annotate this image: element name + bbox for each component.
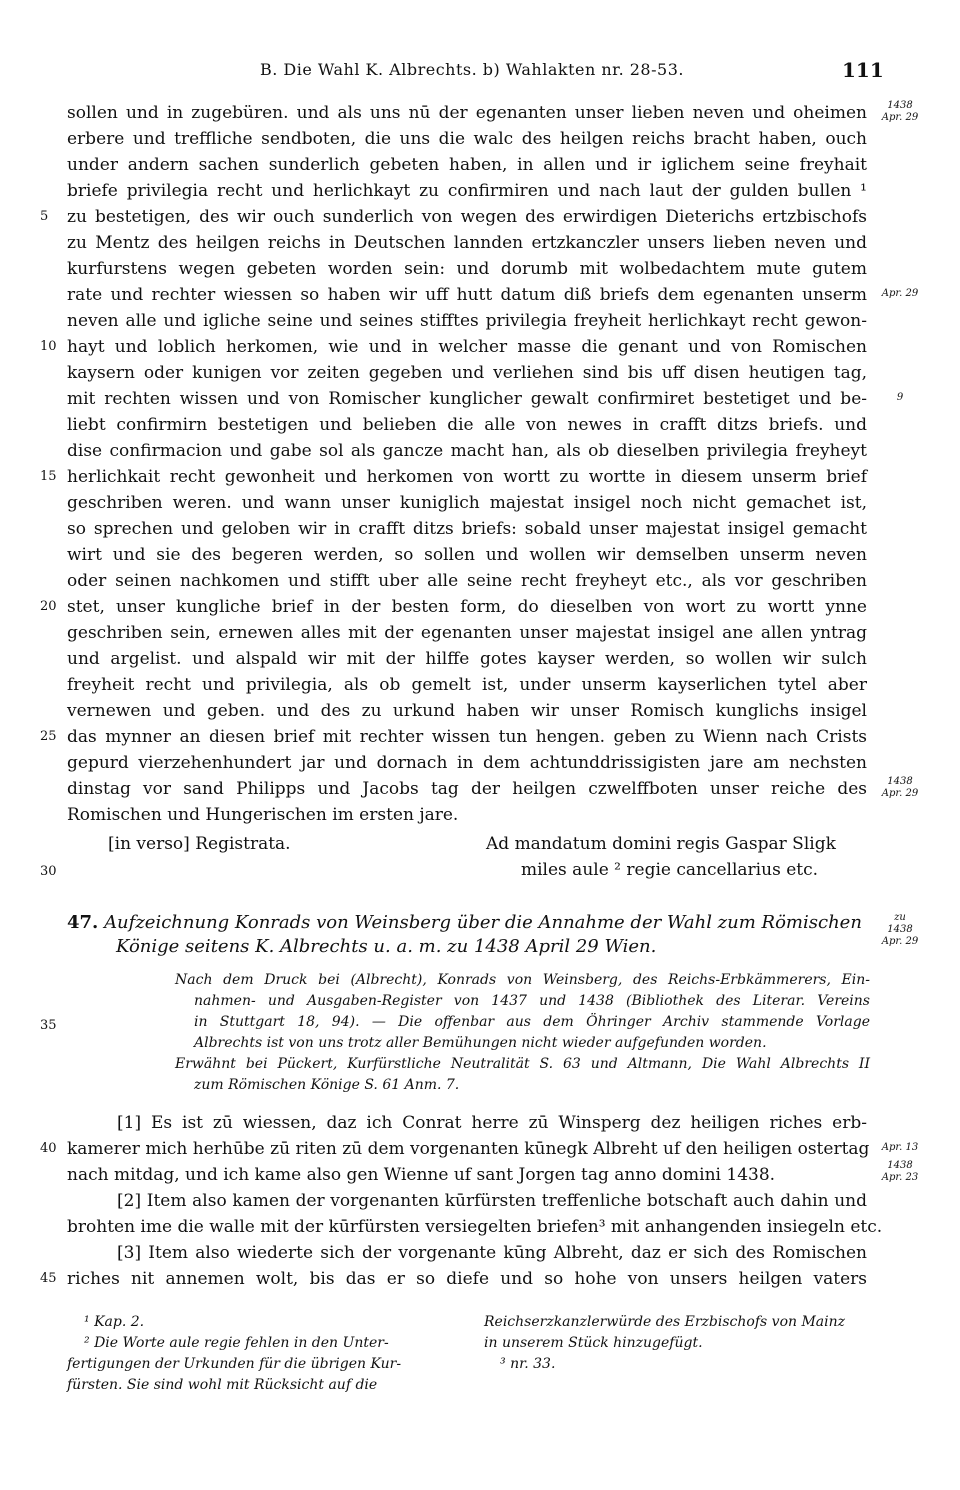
footnote: fertigungen der Urkunden für die übrigen Kur- bbox=[67, 1356, 402, 1372]
footnote: ¹ Kap. 2. bbox=[84, 1314, 145, 1330]
body-line: freyheit recht und privilegia, als ob gemelt ist, under unserm kayserlichen tytel aber bbox=[67, 675, 867, 695]
body-line: under andern sachen sunderlich gebeten haben, in allen und ir iglichem seine freyhait bbox=[67, 155, 867, 175]
body-line: das mynner an diesen brief mit rechter wissen tun hengen. geben zu Wienn nach Crists bbox=[67, 727, 867, 747]
body-line: briefe privilegia recht und herlichkayt zu confirmiren und nach laut der gulden bullen ¹ bbox=[67, 181, 867, 201]
body-line: oder seinen nachkomen und stifft uber alle seine recht freyheyt etc., als vor geschriben bbox=[67, 571, 867, 591]
body-line: erbere und treffliche sendboten, die uns die walc des heilgen reichs bracht haben, ouch bbox=[67, 129, 867, 149]
line-number: 10 bbox=[40, 339, 57, 354]
body-line: [3] Item also wiederte sich der vorgenante kūng Albreht, daz er sich des Romischen bbox=[117, 1243, 867, 1263]
body-line: liebt confirmirn bestetigen und belieben die alle von newes in crafft ditzs briefs. und bbox=[67, 415, 867, 435]
verso-note: [in verso] Registrata. bbox=[108, 834, 291, 854]
line-number: 25 bbox=[40, 729, 57, 744]
body-line: kurfurstens wegen gebeten worden sein: und dorumb mit wolbedachtem mute gutem bbox=[67, 259, 867, 279]
body-line: kaysern oder kunigen vor zeiten gegeben und verliehen sind bis uff disen heutigen tag, bbox=[67, 363, 867, 383]
margin-date: Apr. 29 bbox=[881, 288, 919, 299]
signature-line: miles aule ² regie cancellarius etc. bbox=[521, 860, 819, 880]
line-number: 35 bbox=[40, 1018, 57, 1033]
body-line: mit rechten wissen und von Romischer kunglicher gewalt confirmiret bestetiget und be- bbox=[67, 389, 867, 409]
footnote: ³ nr. 33. bbox=[500, 1356, 556, 1372]
line-number: 20 bbox=[40, 599, 57, 614]
body-line: vernewen und geben. und des zu urkund haben wir unser Romisch kunglichs insigel bbox=[67, 701, 867, 721]
body-line: geschriben weren. und wann unser kuniglich majestat insigel noch nicht gemachet ist, bbox=[67, 493, 867, 513]
body-line: dinstag vor sand Philipps und Jacobs tag der heilgen czwelffboten unser reiche des bbox=[67, 779, 867, 799]
document-heading bbox=[67, 912, 862, 933]
body-line: brohten ime die walle mit der kūrfürsten versiegelten briefen³ mit anhangenden insiegeln etc. bbox=[67, 1217, 883, 1237]
body-line: gepurd vierzehenhundert jar und dornach in dem achtunddrissigisten jare am nechsten bbox=[67, 753, 867, 773]
running-head: B. Die Wahl K. Albrechts. b) Wahlakten nr. 28-53. bbox=[260, 60, 684, 79]
editorial-note: in Stuttgart 18, 94). — Die offenbar aus dem Öhringer Archiv stammende Vorlage bbox=[194, 1014, 870, 1030]
body-line: und argelist. und alspald wir mit der hilffe gotes kayser werden, so wollen wir sulch bbox=[67, 649, 867, 669]
body-line: kamerer mich herhūbe zū riten zū dem vorgenanten kūnegk Albreht uf den heiligen ostertag bbox=[67, 1139, 870, 1159]
body-line: neven alle und igliche seine und seines stifftes privilegia freyheit herlichkayt recht gewon- bbox=[67, 311, 867, 331]
body-line: [1] Es ist zū wiessen, daz ich Conrat herre zū Winsperg dez heiligen riches erb- bbox=[117, 1113, 867, 1133]
body-line: hayt und loblich herkomen, wie und in welcher masse die genant und von Romischen bbox=[67, 337, 867, 357]
editorial-note: Albrechts ist von uns trotz aller Bemühungen nicht wieder aufgefunden worden. bbox=[194, 1035, 767, 1051]
document-number: 47. bbox=[67, 912, 99, 933]
page-number: 111 bbox=[842, 58, 884, 82]
margin-note: 9 bbox=[896, 392, 904, 403]
line-number: 30 bbox=[40, 864, 57, 879]
body-line: rate und rechter wiessen so haben wir uff hutt datum diß briefs dem egenanten unserm bbox=[67, 285, 867, 305]
line-number: 45 bbox=[40, 1271, 57, 1286]
line-number: 5 bbox=[40, 209, 49, 224]
footnote: fürsten. Sie sind wohl mit Rücksicht auf die bbox=[67, 1377, 378, 1393]
document-title: Aufzeichnung Konrads von Weinsberg über die Annahme der Wahl zum Römischen bbox=[104, 912, 862, 933]
margin-date: Apr. 13 bbox=[881, 1142, 919, 1153]
body-line: zu Mentz des heilgen reichs in Deutschen lannden ertzkanczler unsers lieben neven und bbox=[67, 233, 867, 253]
body-line: geschriben sein, ernewen alles mit der egenanten unser majestat insigel ane allen yntrag bbox=[67, 623, 867, 643]
margin-date: 1438 Apr. 23 bbox=[881, 1160, 919, 1183]
margin-date: 1438 Apr. 29 bbox=[881, 100, 919, 123]
body-line: [2] Item also kamen der vorgenanten kūrfürsten treffenliche botschaft auch dahin und bbox=[117, 1191, 867, 1211]
body-line: so sprechen und geloben wir in crafft ditzs briefs: sobald unser majestat insigel gemacht bbox=[67, 519, 867, 539]
footnote: Reichserzkanzlerwürde des Erzbischofs von Mainz bbox=[484, 1314, 846, 1330]
body-line: herlichkait recht gewonheit und herkomen von wortt zu wortte in diesem unserm brief bbox=[67, 467, 867, 487]
margin-date: zu 1438 Apr. 29 bbox=[881, 912, 919, 947]
footnote: in unserem Stück hinzugefügt. bbox=[484, 1335, 703, 1351]
footnote: ² Die Worte aule regie fehlen in den Unter- bbox=[84, 1335, 389, 1351]
body-line: nach mitdag, und ich kame also gen Wienne uf sant Jorgen tag anno domini 1438. bbox=[67, 1165, 776, 1185]
line-number: 40 bbox=[40, 1141, 57, 1156]
editorial-note: zum Römischen Könige S. 61 Anm. 7. bbox=[194, 1077, 460, 1093]
body-line: sollen und in zugebüren. und als uns nū der egenanten unser lieben neven und oheimen bbox=[67, 103, 867, 123]
body-line: riches nit annemen wolt, bis das er so diefe und so hohe von unsers heilgen vaters bbox=[67, 1269, 867, 1289]
editorial-note: Nach dem Druck bei (Albrecht), Konrads von Weinsberg, des Reichs-Erbkämmerers, Ein- bbox=[175, 972, 870, 988]
body-line: zu bestetigen, des wir ouch sunderlich von wegen des erwirdigen Dieterichs ertzbischofs bbox=[67, 207, 867, 227]
body-line: dise confirmacion und gabe sol als gancze macht han, als ob dieselben privilegia freyheyt bbox=[67, 441, 867, 461]
line-number: 15 bbox=[40, 469, 57, 484]
signature-line: Ad mandatum domini regis Gaspar Sligk bbox=[486, 834, 836, 854]
body-line: wirt und sie des begeren werden, so sollen und wollen wir demselben unserm neven bbox=[67, 545, 867, 565]
body-line: Romischen und Hungerischen im ersten jare. bbox=[67, 805, 459, 825]
body-line: stet, unser kungliche brief in der besten form, do dieselben von wort zu wortt ynne bbox=[67, 597, 867, 617]
margin-date: 1438 Apr. 29 bbox=[881, 776, 919, 799]
editorial-note: nahmen- und Ausgaben-Register von 1437 und 1438 (Bibliothek des Literar. Vereins bbox=[194, 993, 870, 1009]
editorial-note: Erwähnt bei Pückert, Kurfürstliche Neutralität S. 63 und Altmann, Die Wahl Albrechts II bbox=[175, 1056, 870, 1072]
document-title-line2: Könige seitens K. Albrechts u. a. m. zu 1438 April 29 Wien. bbox=[116, 936, 657, 957]
